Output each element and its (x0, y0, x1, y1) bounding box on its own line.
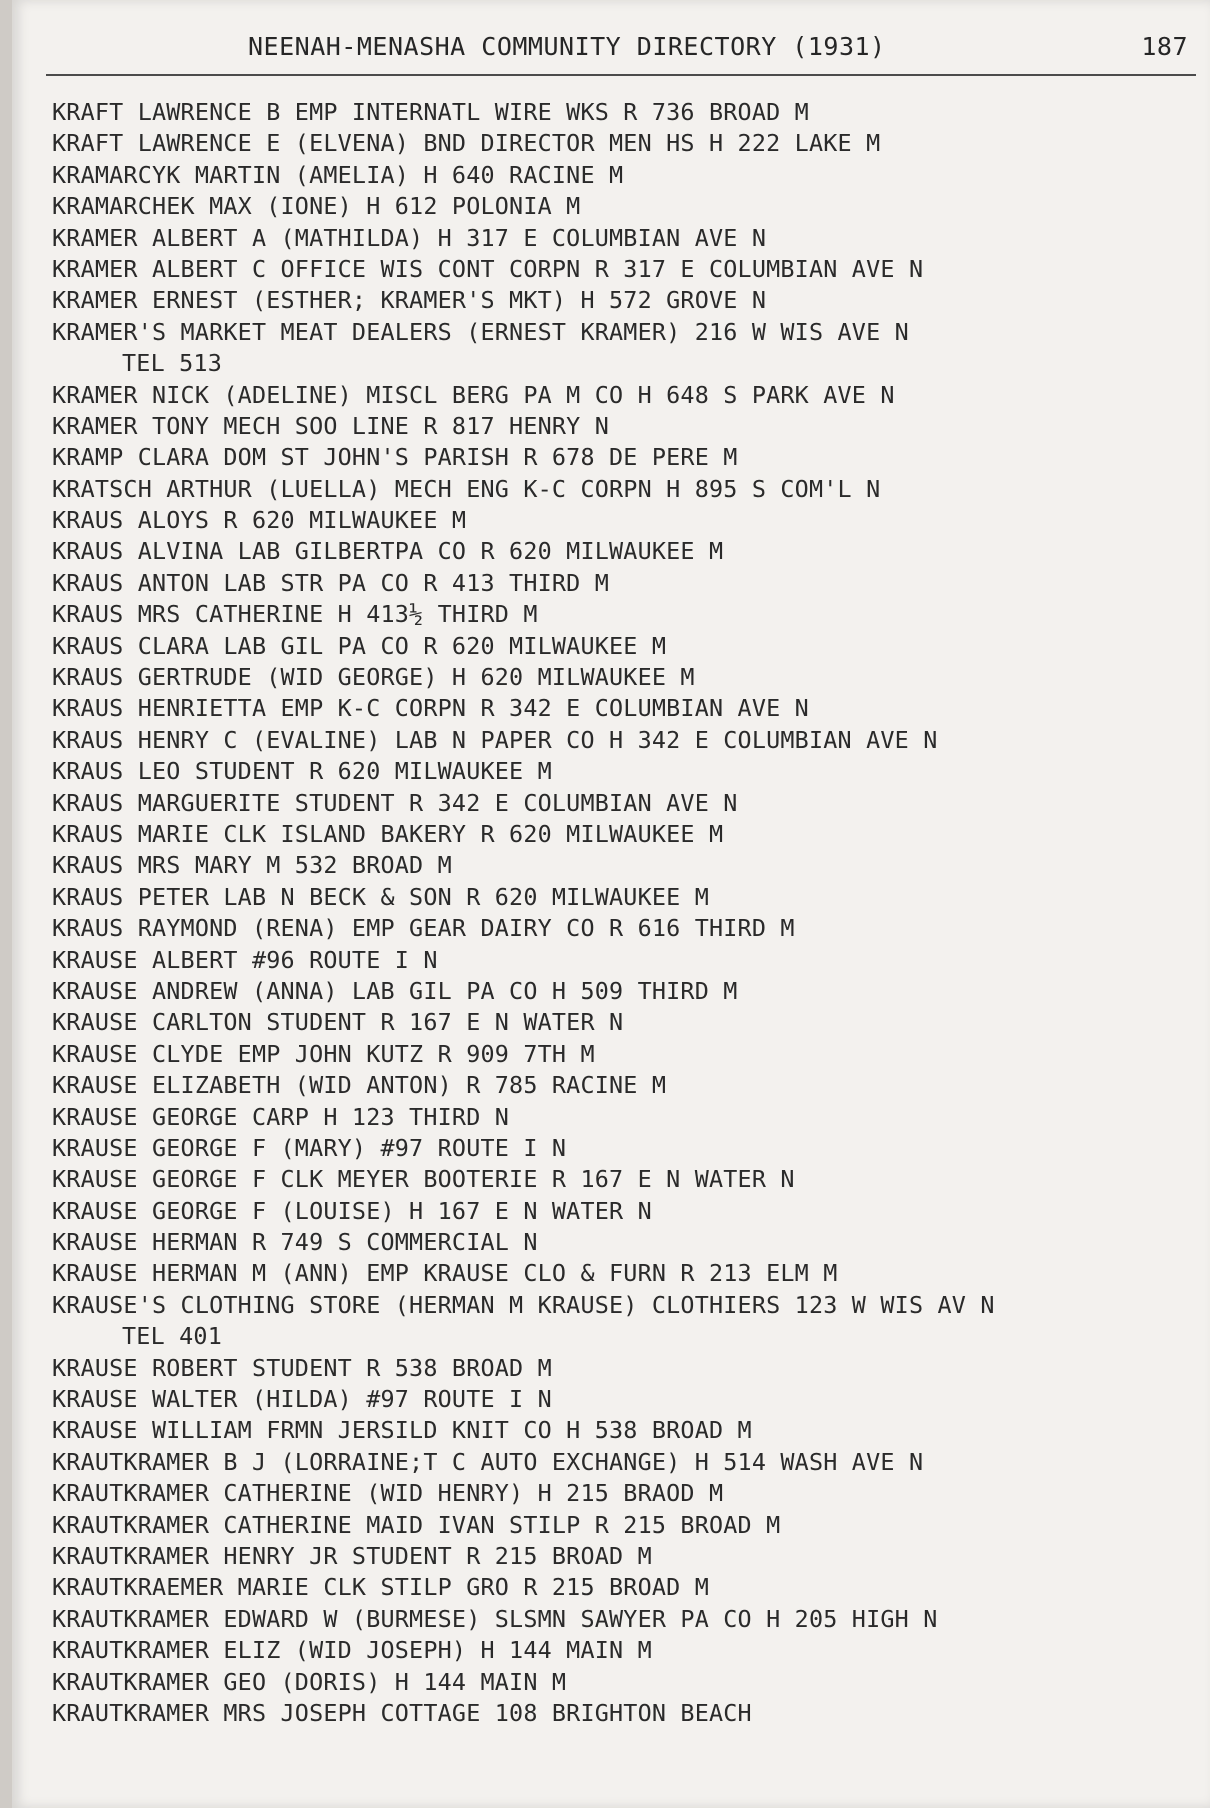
directory-entry: KRAUTKRAMER MRS JOSEPH COTTAGE 108 BRIGHTON BEACH (52, 1698, 752, 1727)
directory-entry: KRAUTKRAMER EDWARD W (BURMESE) SLSMN SAWYER PA CO H 205 HIGH N (52, 1604, 938, 1633)
directory-entry: KRAMARCHEK MAX (IONE) H 612 POLONIA M (52, 192, 581, 221)
directory-entry: KRAUS ALVINA LAB GILBERTPA CO R 620 MILWAUKEE M (52, 537, 724, 566)
directory-entry: KRAUSE GEORGE F (MARY) #97 ROUTE I N (52, 1133, 567, 1162)
directory-entry: KRAMER'S MARKET MEAT DEALERS (ERNEST KRAMER) 216 W WIS AVE N (52, 317, 909, 346)
directory-entry: KRAUS MARIE CLK ISLAND BAKERY R 620 MILWAUKEE M (52, 819, 724, 848)
directory-entry: KRAFT LAWRENCE B EMP INTERNATL WIRE WKS R 736 BROAD M (52, 98, 809, 126)
directory-entry: KRAUS MRS MARY M 532 BROAD M (52, 851, 452, 880)
directory-entry: KRAUTKRAMER CATHERINE (WID HENRY) H 215 BRAOD M (52, 1479, 724, 1508)
directory-entry: KRAUS CLARA LAB GIL PA CO R 620 MILWAUKEE M (52, 631, 667, 660)
directory-entry: KRAUS GERTRUDE (WID GEORGE) H 620 MILWAUKEE M (52, 663, 695, 692)
directory-entry: KRATSCH ARTHUR (LUELLA) MECH ENG K-C CORPN H 895 S COM'L N (52, 474, 881, 503)
directory-entry: KRAUSE WILLIAM FRMN JERSILD KNIT CO H 538 BROAD M (52, 1416, 752, 1445)
directory-entry: KRAUSE GEORGE CARP H 123 THIRD N (52, 1102, 510, 1131)
directory-entry: KRAFT LAWRENCE E (ELVENA) BND DIRECTOR MEN HS H 222 LAKE M (52, 129, 881, 158)
directory-entry: KRAUSE ALBERT #96 ROUTE I N (52, 945, 438, 974)
directory-entry: KRAUS HENRIETTA EMP K-C CORPN R 342 E COLUMBIAN AVE N (52, 694, 809, 723)
page-number: 187 (1141, 32, 1188, 61)
directory-entry: KRAMP CLARA DOM ST JOHN'S PARISH R 678 DE PERE M (52, 443, 738, 472)
directory-entry: KRAUSE CLYDE EMP JOHN KUTZ R 909 7TH M (52, 1039, 595, 1068)
directory-entry: KRAUSE CARLTON STUDENT R 167 E N WATER N (52, 1008, 624, 1037)
directory-entry: KRAUTKRAMER B J (LORRAINE;T C AUTO EXCHANGE) H 514 WASH AVE N (52, 1447, 924, 1476)
directory-entry: KRAUS MARGUERITE STUDENT R 342 E COLUMBIAN AVE N (52, 788, 738, 817)
directory-entry: KRAMER TONY MECH SOO LINE R 817 HENRY N (52, 411, 610, 440)
directory-entry: KRAUSE'S CLOTHING STORE (HERMAN M KRAUSE) CLOTHIERS 123 W WIS AV N (52, 1290, 995, 1319)
directory-entry: KRAUS RAYMOND (RENA) EMP GEAR DAIRY CO R 616 THIRD M (52, 914, 795, 943)
directory-entry: TEL 513 (122, 349, 222, 378)
directory-entry: KRAUS HENRY C (EVALINE) LAB N PAPER CO H 342 E COLUMBIAN AVE N (52, 725, 938, 754)
directory-entry: KRAUS PETER LAB N BECK & SON R 620 MILWAUKEE M (52, 882, 709, 911)
directory-entry: KRAUS LEO STUDENT R 620 MILWAUKEE M (52, 757, 552, 786)
directory-entry: KRAUSE ELIZABETH (WID ANTON) R 785 RACINE M (52, 1071, 667, 1100)
directory-entry: KRAUTKRAMER HENRY JR STUDENT R 215 BROAD M (52, 1541, 652, 1570)
directory-entry: KRAUTKRAEMER MARIE CLK STILP GRO R 215 BROAD M (52, 1573, 709, 1602)
directory-entry: KRAUTKRAMER GEO (DORIS) H 144 MAIN M (52, 1667, 567, 1696)
directory-entry: KRAUSE GEORGE F CLK MEYER BOOTERIE R 167 E N WATER N (52, 1165, 795, 1194)
directory-entry: KRAUS MRS CATHERINE H 413½ THIRD M (52, 600, 538, 629)
directory-entry: KRAUSE WALTER (HILDA) #97 ROUTE I N (52, 1385, 552, 1414)
header-rule (46, 74, 1196, 76)
directory-entry: KRAMER ALBERT A (MATHILDA) H 317 E COLUMBIAN AVE N (52, 223, 767, 252)
directory-entry: TEL 401 (122, 1322, 222, 1351)
directory-entry: KRAUSE ANDREW (ANNA) LAB GIL PA CO H 509 THIRD M (52, 976, 738, 1005)
directory-entry: KRAMER ALBERT C OFFICE WIS CONT CORPN R 317 E COLUMBIAN AVE N (52, 254, 924, 283)
directory-entry: KRAUSE GEORGE F (LOUISE) H 167 E N WATER N (52, 1196, 652, 1225)
directory-entry: KRAMARCYK MARTIN (AMELIA) H 640 RACINE M (52, 160, 624, 189)
directory-entry: KRAUTKRAMER CATHERINE MAID IVAN STILP R 215 BROAD M (52, 1510, 781, 1539)
directory-entry: KRAMER NICK (ADELINE) MISCL BERG PA M CO H 648 S PARK AVE N (52, 380, 895, 409)
directory-entries (52, 97, 1202, 1729)
directory-entry: KRAUS ANTON LAB STR PA CO R 413 THIRD M (52, 568, 610, 597)
directory-entry: KRAUSE ROBERT STUDENT R 538 BROAD M (52, 1353, 552, 1382)
directory-entry: KRAMER ERNEST (ESTHER; KRAMER'S MKT) H 572 GROVE N (52, 286, 767, 315)
directory-entry: KRAUSE HERMAN R 749 S COMMERCIAL N (52, 1228, 538, 1257)
directory-entry: KRAUS ALOYS R 620 MILWAUKEE M (52, 506, 467, 535)
directory-page (12, 0, 1210, 1808)
directory-entry: KRAUSE HERMAN M (ANN) EMP KRAUSE CLO & FURN R 213 ELM M (52, 1259, 838, 1288)
directory-entry: KRAUTKRAMER ELIZ (WID JOSEPH) H 144 MAIN M (52, 1636, 652, 1665)
directory-title: NEENAH-MENASHA COMMUNITY DIRECTORY (1931) (248, 32, 886, 61)
